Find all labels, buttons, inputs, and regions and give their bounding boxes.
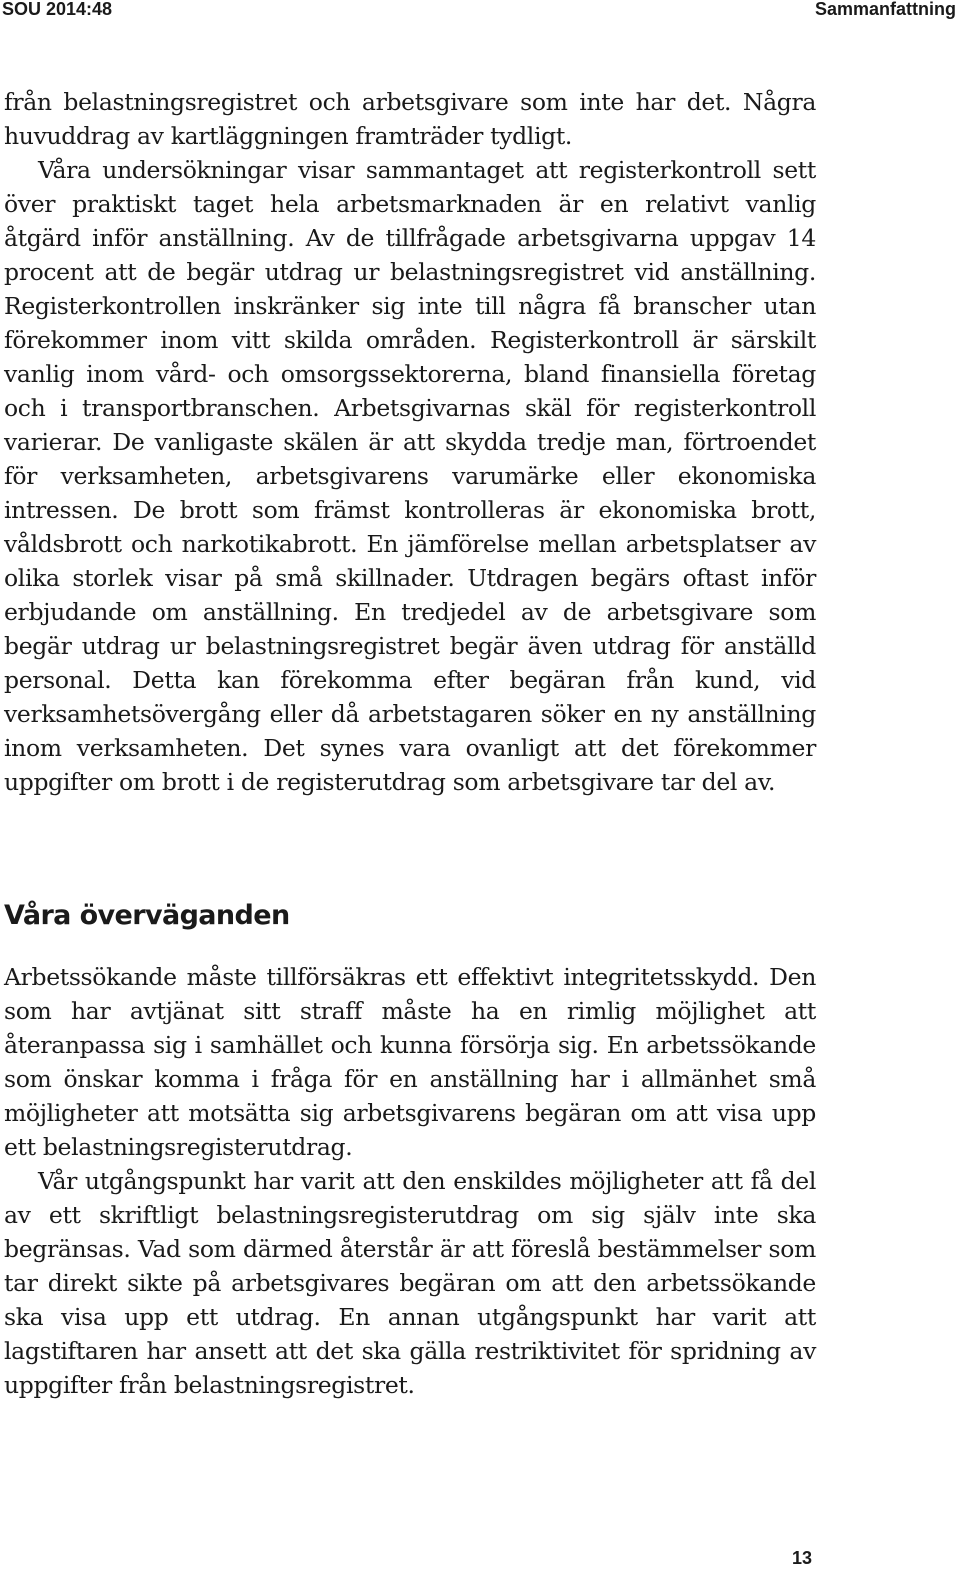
paragraph-starting-point: Vår utgångspunkt har varit att den enskildes möjligheter att få del av ett skriftligt belastningsregisterutdrag om sig själv inte ska begränsas. Vad som därmed återstår är att föreslå bestämmelser som tar direkt sikte på arbetsgivares begäran om att den arbetssökande ska visa upp ett utdrag. En annan utgångspunkt har varit att lagstiftaren har ansett att det ska gälla restriktivitet för spridning av uppgifter från belastningsregistret. (4, 1167, 816, 1399)
report-id: SOU 2014:48 (2, 0, 113, 19)
section-heading: Våra överväganden (4, 900, 290, 931)
page-number: 13 (792, 1548, 813, 1568)
paragraph-continuation: från belastningsregistret och arbetsgivare som inte har det. Några huvuddrag av kartläggningen framträder tydligt. (4, 88, 816, 150)
running-header (0, 0, 960, 22)
chapter-title: Sammanfattning (814, 0, 956, 19)
paragraph-survey-findings: Våra undersökningar visar sammantaget att registerkontroll sett över praktiskt taget hela arbetsmarknaden är en relativt vanlig åtgärd inför anställning. Av de tillfrågade arbetsgivarna uppgav 14 procent att de begär utdrag ur belastningsregistret vid anställning. Registerkontrollen inskränker sig inte till några få branscher utan förekommer inom vitt skilda områden. Registerkontroll är särskilt vanlig inom vård- och omsorgssektorerna, bland finansiella företag och i transportbranschen. Arbetsgivarnas skäl för registerkontroll varierar. De vanligaste skälen är att skydda tredje man, förtroendet för verksamheten, arbetsgivarens varumärke eller ekonomiska intressen. De brott som främst kontrolleras är ekonomiska brott, våldsbrott och narkotikabrott. En jämförelse mellan arbetsplatser av olika storlek visar på små skillnader. Utdragen begärs oftast inför erbjudande om anställning. En tredjedel av de arbetsgivare som begär utdrag ur belastningsregistret begär även utdrag för anställd personal. Detta kan förekomma efter begäran från kund, vid verksamhetsövergång eller då arbetstagaren söker en ny anställning inom verksamheten. Det synes vara ovanligt att det förekommer uppgifter om brott i de registerutdrag som arbetsgivare tar del av. (4, 156, 816, 796)
body-text-intro (4, 85, 816, 799)
paragraph-integrity: Arbetssökande måste tillförsäkras ett effektivt integritetsskydd. Den som har avtjänat sitt straff måste ha en rimlig möjlighet att återanpassa sig i samhället och kunna försörja sig. En arbetssökande som önskar komma i fråga för en anställning har i allmänhet små möjligheter att motsätta sig arbetsgivarens begäran om att visa upp ett belastningsregisterutdrag. (4, 963, 816, 1161)
body-text-considerations (4, 960, 816, 1402)
